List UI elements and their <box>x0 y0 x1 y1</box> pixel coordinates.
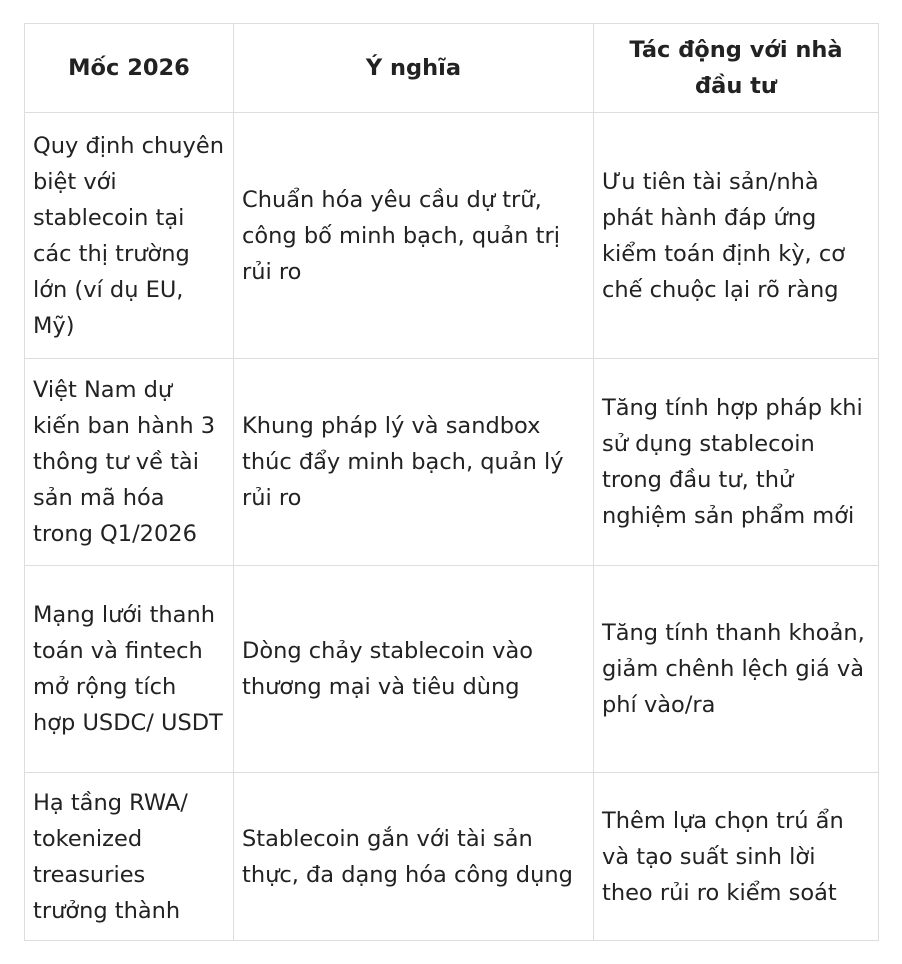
table-row <box>25 773 879 941</box>
meaning-cell: Khung pháp lý và sandbox thúc đẩy minh bạch, quản lý rủi ro <box>234 359 594 566</box>
table-row <box>25 359 879 566</box>
milestone-cell: Quy định chuyên biệt với stablecoin tại các thị trường lớn (ví dụ EU, Mỹ) <box>25 113 234 359</box>
impact-cell: Tăng tính hợp pháp khi sử dụng stablecoin trong đầu tư, thử nghiệm sản phẩm mới <box>594 359 879 566</box>
impact-cell: Thêm lựa chọn trú ẩn và tạo suất sinh lời theo rủi ro kiểm soát <box>594 773 879 941</box>
milestone-cell: Hạ tầng RWA/ tokenized treasuries trưởng thành <box>25 773 234 941</box>
impact-cell: Tăng tính thanh khoản, giảm chênh lệch giá và phí vào/ra <box>594 566 879 773</box>
meaning-cell: Stablecoin gắn với tài sản thực, đa dạng hóa công dụng <box>234 773 594 941</box>
header-investor-impact: Tác động với nhà đầu tư <box>594 24 879 113</box>
table-row <box>25 113 879 359</box>
meaning-cell: Chuẩn hóa yêu cầu dự trữ, công bố minh bạch, quản trị rủi ro <box>234 113 594 359</box>
meaning-cell: Dòng chảy stablecoin vào thương mại và tiêu dùng <box>234 566 594 773</box>
impact-cell: Ưu tiên tài sản/nhà phát hành đáp ứng kiểm toán định kỳ, cơ chế chuộc lại rõ ràng <box>594 113 879 359</box>
table-row <box>25 566 879 773</box>
table-header-row <box>25 24 879 113</box>
milestone-cell: Việt Nam dự kiến ban hành 3 thông tư về tài sản mã hóa trong Q1/2026 <box>25 359 234 566</box>
header-milestone: Mốc 2026 <box>25 24 234 113</box>
header-meaning: Ý nghĩa <box>234 24 594 113</box>
milestones-table <box>24 23 879 941</box>
milestone-cell: Mạng lưới thanh toán và fintech mở rộng tích hợp USDC/ USDT <box>25 566 234 773</box>
